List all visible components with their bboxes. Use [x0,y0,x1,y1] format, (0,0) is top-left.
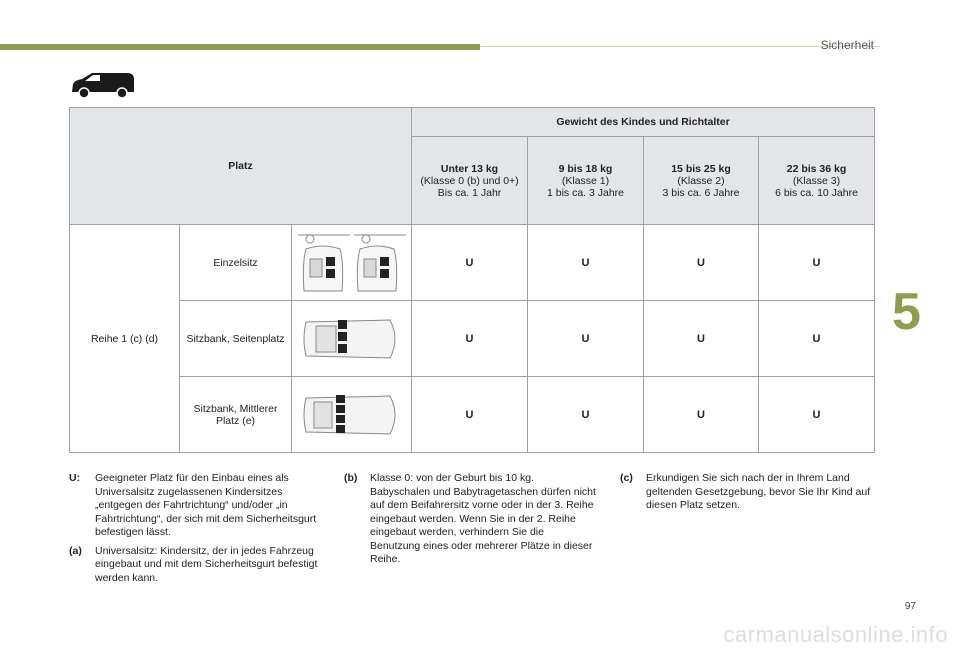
car-seat-diagram-icon [296,229,408,297]
child-seat-table [69,107,875,453]
class-label: (Klasse 1) [561,174,610,187]
suitability-cell: U [759,377,875,453]
suitability-cell: U [644,301,759,377]
suitability-cell: U [412,301,528,377]
place-header: Platz [70,108,412,225]
seat-diagram [292,377,412,453]
notes-column-3 [620,472,874,518]
weight-label: 15 bis 25 kg [671,162,731,175]
suitability-cell: U [759,301,875,377]
notes-column-2 [344,472,596,572]
seat-diagram [292,301,412,377]
seat-label: Einzelsitz [180,225,292,301]
note-c [620,472,874,513]
weight-header: Gewicht des Kindes und Richtalter [412,108,875,137]
column-header [528,137,644,225]
suitability-cell: U [528,301,644,377]
watermark: carmanualsonline.info [723,622,948,647]
column-header [412,137,528,225]
age-label: 6 bis ca. 10 Jahre [775,186,858,199]
weight-label: Unter 13 kg [440,162,499,175]
age-label: 3 bis ca. 6 Jahre [662,186,740,199]
seat-label: Sitzbank, Mittlerer Platz (e) [180,377,292,453]
note-u [69,472,327,540]
seat-label: Sitzbank, Seitenplatz [180,301,292,377]
note-text: Erkundigen Sie sich nach der in Ihrem Land geltenden Gesetzgebung, bevor Sie Ihr Kind auf diesen Platz setzen. [646,472,871,511]
note-text: Universalsitz: Kindersitz, der in jedes Fahrzeug eingebaut und mit dem Sicherheitsgurt befestigt werden kann. [95,544,318,584]
car-bench-middle-diagram-icon [300,390,404,440]
suitability-cell: U [412,225,528,301]
note-key: (a) [69,544,82,557]
suitability-cell: U [412,377,528,453]
suitability-cell: U [644,377,759,453]
note-b [344,472,596,567]
note-text: Geeigneter Platz für den Einbau eines als Universalsitz zugelassenen Kindersitzes „entgegen der Fahrtrichtung“ und/oder „in Fahrtrichtung“, der sich mit dem Sicherheitsgurt befestigen lässt. [95,472,317,538]
van-icon [70,70,136,100]
class-label: (Klasse 3) [792,174,841,187]
section-title: Sicherheit [820,38,874,52]
age-label: Bis ca. 1 Jahr [437,186,502,199]
suitability-cell: U [528,225,644,301]
age-label: 1 bis ca. 3 Jahre [546,186,625,199]
car-bench-side-diagram-icon [300,314,404,364]
suitability-cell: U [528,377,644,453]
note-text: Klasse 0: von der Geburt bis 10 kg. Babyschalen und Babytragetaschen dürfen nicht auf dem Beifahrersitz vorne oder in der 3. Reihe eingebaut werden. Wenn Sie in der 2. Reihe eingebaut werden, verhindern Sie die Benutzung eines oder mehrerer Plätze in dieser Reihe. [370,472,596,565]
weight-label: 22 bis 36 kg [786,162,847,175]
suitability-cell: U [759,225,875,301]
note-key: (b) [344,472,358,484]
seat-diagram [292,225,412,301]
suitability-cell: U [644,225,759,301]
note-key: U: [69,472,81,484]
chapter-number: 5 [892,283,921,341]
note-a [69,545,327,586]
note-key: (c) [620,472,633,484]
header-accent-bar [0,44,480,50]
column-header [644,137,759,225]
column-header [759,137,875,225]
notes-column-1 [69,472,327,590]
row-group-label: Reihe 1 (c) (d) [70,225,180,453]
weight-label: 9 bis 18 kg [558,162,613,175]
class-label: (Klasse 0 (b) und 0+) [420,174,519,187]
class-label: (Klasse 2) [677,174,725,187]
page-number: 97 [904,601,916,612]
